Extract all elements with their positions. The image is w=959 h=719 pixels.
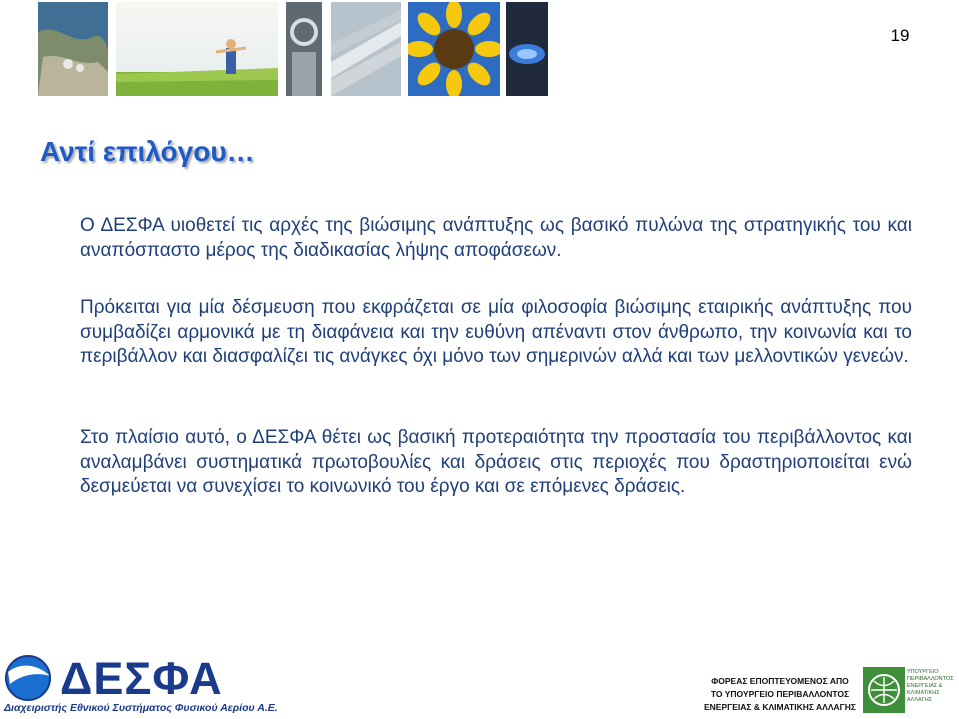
sunflower-photo [408, 2, 500, 96]
desfa-subtitle: Διαχειριστής Εθνικού Συστήματος Φυσικού Αερίου Α.Ε. [4, 702, 278, 714]
pipeline-valve-photo [286, 2, 322, 96]
gas-flame-photo [506, 2, 548, 96]
paragraph-1: Ο ΔΕΣΦΑ υιοθετεί τις αρχές της βιώσιμης ανάπτυξης ως βασικό πυλώνα της στρατηγικής του και αναπόσπαστο μέρος της διαδικασίας λήψης αποφάσεων. [80, 215, 912, 261]
ministry-logo [863, 665, 957, 715]
desfa-globe-icon [2, 652, 60, 702]
ministry-emblem-icon [863, 667, 905, 713]
paragraph-3: Στο πλαίσιο αυτό, ο ΔΕΣΦΑ θέτει ως βασική προτεραιότητα την προστασία του περιβάλλοντος και αναλαμβάνει συστηματικά πρωτοβουλίες και δράσεις στις περιοχές που δραστηριοποιείται ενώ δεσμεύεται να συνεχίσει το κοινωνικό του έργο και σε επόμενες δράσεις. [80, 427, 912, 497]
island-terminal-photo [38, 2, 108, 96]
child-in-field-photo [116, 2, 278, 96]
desfa-wordmark: ΔΕΣΦΑ [60, 653, 223, 704]
page-number: 19 [890, 26, 910, 45]
paragraph-2: Πρόκειται για μία δέσμευση που εκφράζεται σε μία φιλοσοφία βιώσιμης εταιρικής ανάπτυξης που συμβαδίζει αρμονικά με τη διαφάνεια και την ευθύνη απέναντι στον άνθρωπο, την κοινωνία και το περιβάλλον και διασφαλίζει τις ανάγκες όχι μόνο των σημερινών αλλά και των μελλοντικών γενεών. [80, 297, 912, 367]
pipelines-photo [331, 2, 401, 96]
ministry-text: ΥΠΟΥΡΓΕΙΟ ΠΕΡΙΒΑΛΛΟΝΤΟΣ ΕΝΕΡΓΕΙΑΣ & ΚΛΙΜΑΤΙΚΗΣ ΑΛΛΑΓΗΣ [907, 669, 954, 703]
supervisor-text: ΦΟΡΕΑΣ ΕΠΟΠΤΕΥΟΜΕΝΟΣ ΑΠΟ ΤΟ ΥΠΟΥΡΓΕΙΟ ΠΕΡΙΒΑΛΛΟΝΤΟΣ ΕΝΕΡΓΕΙΑΣ & ΚΛΙΜΑΤΙΚΗΣ ΑΛΛΑΓΗΣ [703, 676, 856, 712]
slide-title: Αντί επιλόγου… [40, 136, 255, 167]
